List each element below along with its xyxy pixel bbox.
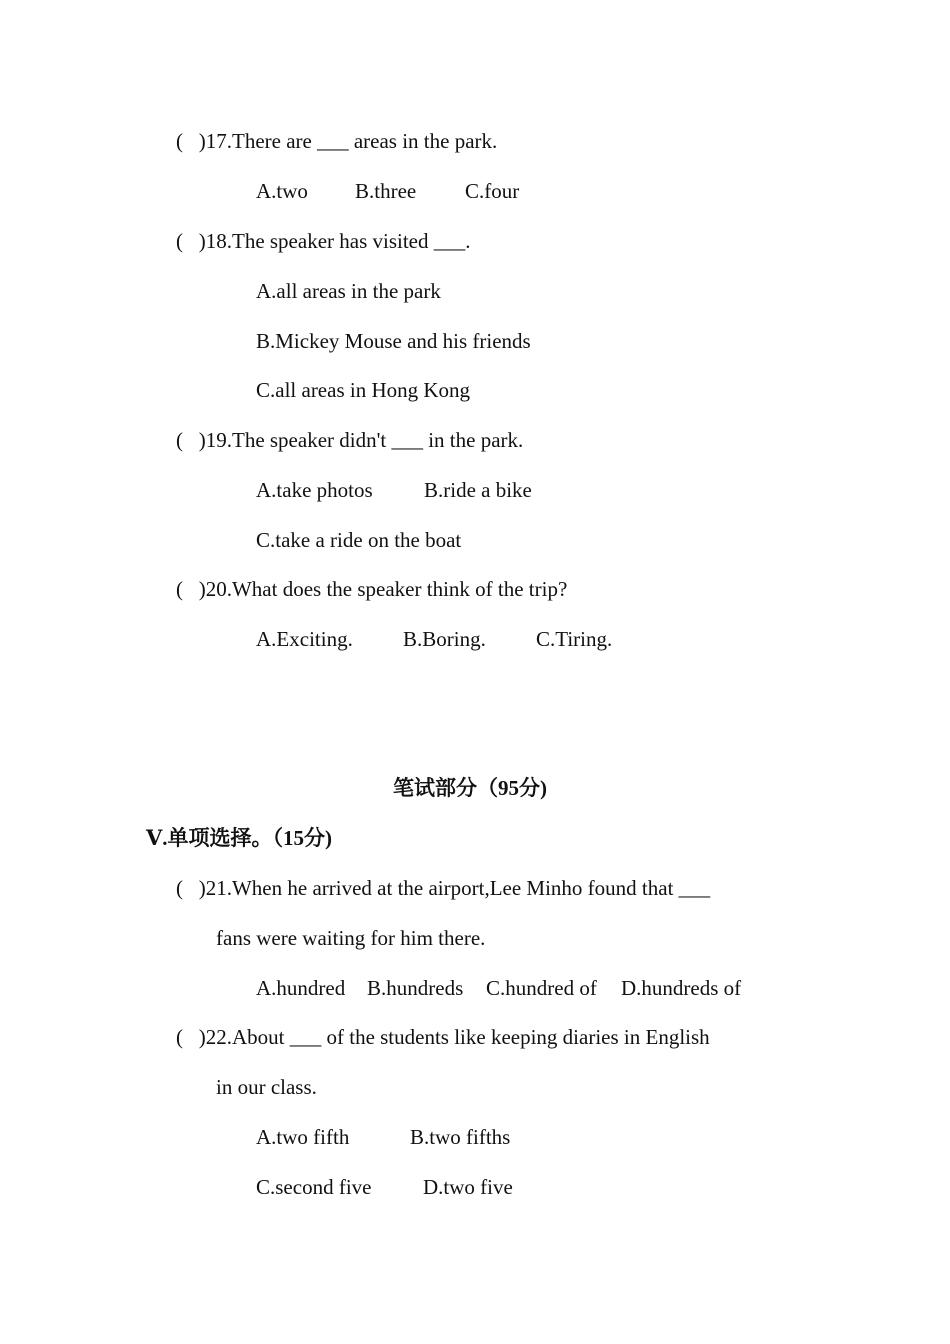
question-18-option-b: B.Mickey Mouse and his friends (256, 329, 531, 353)
question-18-option-c: C.all areas in Hong Kong (256, 378, 471, 402)
question-17-option-a: A.two (256, 179, 308, 203)
question-21-stem-line2: fans were waiting for him there. (216, 926, 486, 950)
question-22-stem-line1: ( )22.About ___ of the students like keeping diaries in English (176, 1025, 710, 1049)
question-21-stem-line1: ( )21.When he arrived at the airport,Lee Minho found that ___ (176, 876, 711, 900)
question-19-stem: ( )19.The speaker didn't ___ in the park. (176, 428, 524, 452)
question-22-option-d: D.two five (423, 1175, 513, 1199)
question-18-stem: ( )18.The speaker has visited ___. (176, 229, 471, 253)
question-21-option-c: C.hundred of (486, 976, 597, 1000)
question-22-option-c: C.second five (256, 1175, 372, 1199)
question-20-option-a: A.Exciting. (256, 627, 353, 651)
question-20-stem: ( )20.What does the speaker think of the trip? (176, 577, 568, 601)
question-22-option-a: A.two fifth (256, 1125, 350, 1149)
question-19-option-c: C.take a ride on the boat (256, 528, 462, 552)
question-20-option-b: B.Boring. (403, 627, 486, 651)
question-21-option-b: B.hundreds (367, 976, 464, 1000)
question-17-option-b: B.three (355, 179, 417, 203)
question-22-stem-line2: in our class. (216, 1075, 317, 1099)
question-17-stem: ( )17.There are ___ areas in the park. (176, 129, 498, 153)
question-20-option-c: C.Tiring. (536, 627, 613, 651)
question-19-option-a: A.take photos (256, 478, 373, 502)
question-17-option-c: C.four (465, 179, 520, 203)
written-part-title: 笔试部分（95分) (393, 776, 547, 800)
question-19-option-b: B.ride a bike (424, 478, 532, 502)
question-22-option-b: B.two fifths (410, 1125, 511, 1149)
question-18-option-a: A.all areas in the park (256, 279, 441, 303)
section-title: Ⅴ.单项选择。（15分) (146, 826, 333, 850)
question-21-option-d: D.hundreds of (621, 976, 742, 1000)
question-21-option-a: A.hundred (256, 976, 346, 1000)
